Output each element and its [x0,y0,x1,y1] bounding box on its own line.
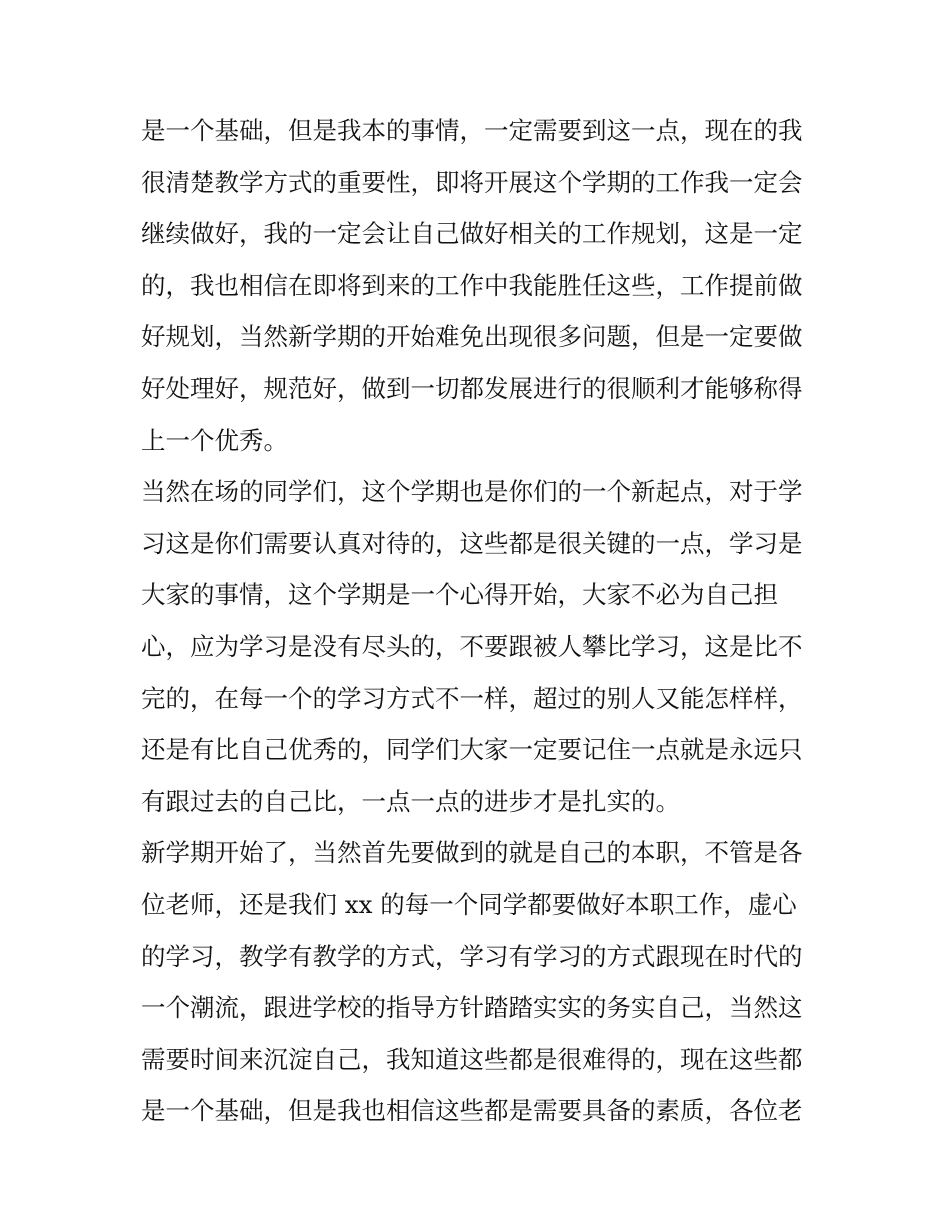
text-line: 的学习，教学有教学的方式，学习有学习的方式跟现在时代的 [141,941,803,971]
text-line: 有跟过去的自己比，一点一点的进步才是扎实的。 [141,786,680,816]
text-line: 完的，在每一个的学习方式不一样，超过的别人又能怎样样， [141,683,803,713]
body-text [141,105,821,1137]
text-line: 需要时间来沉淀自己，我知道这些都是很难得的，现在这些都 [141,1044,803,1074]
text-line: 的，我也相信在即将到来的工作中我能胜任这些，工作提前做 [141,270,803,300]
text-line: 一个潮流，跟进学校的指导方针踏踏实实的务实自己，当然这 [141,993,803,1023]
text-line: 是一个基础，但是我也相信这些都是需要具备的素质，各位老 [141,1096,803,1126]
text-line: 习这是你们需要认真对待的，这些都是很关键的一点，学习是 [141,528,803,558]
text-line: 当然在场的同学们，这个学期也是你们的一个新起点，对于学 [141,477,803,507]
text-line: 心，应为学习是没有尽头的，不要跟被人攀比学习，这是比不 [141,631,803,661]
text-line: 还是有比自己优秀的，同学们大家一定要记住一点就是永远只 [141,735,803,765]
text-line: 很清楚教学方式的重要性，即将开展这个学期的工作我一定会 [141,167,803,197]
text-line: 好处理好，规范好，做到一切都发展进行的很顺利才能够称得 [141,373,803,403]
text-line: 是一个基础，但是我本的事情，一定需要到这一点，现在的我 [141,116,803,145]
text-line: 位老师，还是我们 xx 的每一个同学都要做好本职工作，虚心 [141,889,797,919]
text-line: 上一个优秀。 [141,425,288,455]
text-line: 新学期开始了，当然首先要做到的就是自己的本职，不管是各 [141,838,803,868]
text-line: 好规划，当然新学期的开始难免出现很多问题，但是一定要做 [141,322,803,352]
text-line: 大家的事情，这个学期是一个心得开始，大家不必为自己担 [141,580,778,610]
text-line: 继续做好，我的一定会让自己做好相关的工作规划，这是一定 [141,219,803,249]
